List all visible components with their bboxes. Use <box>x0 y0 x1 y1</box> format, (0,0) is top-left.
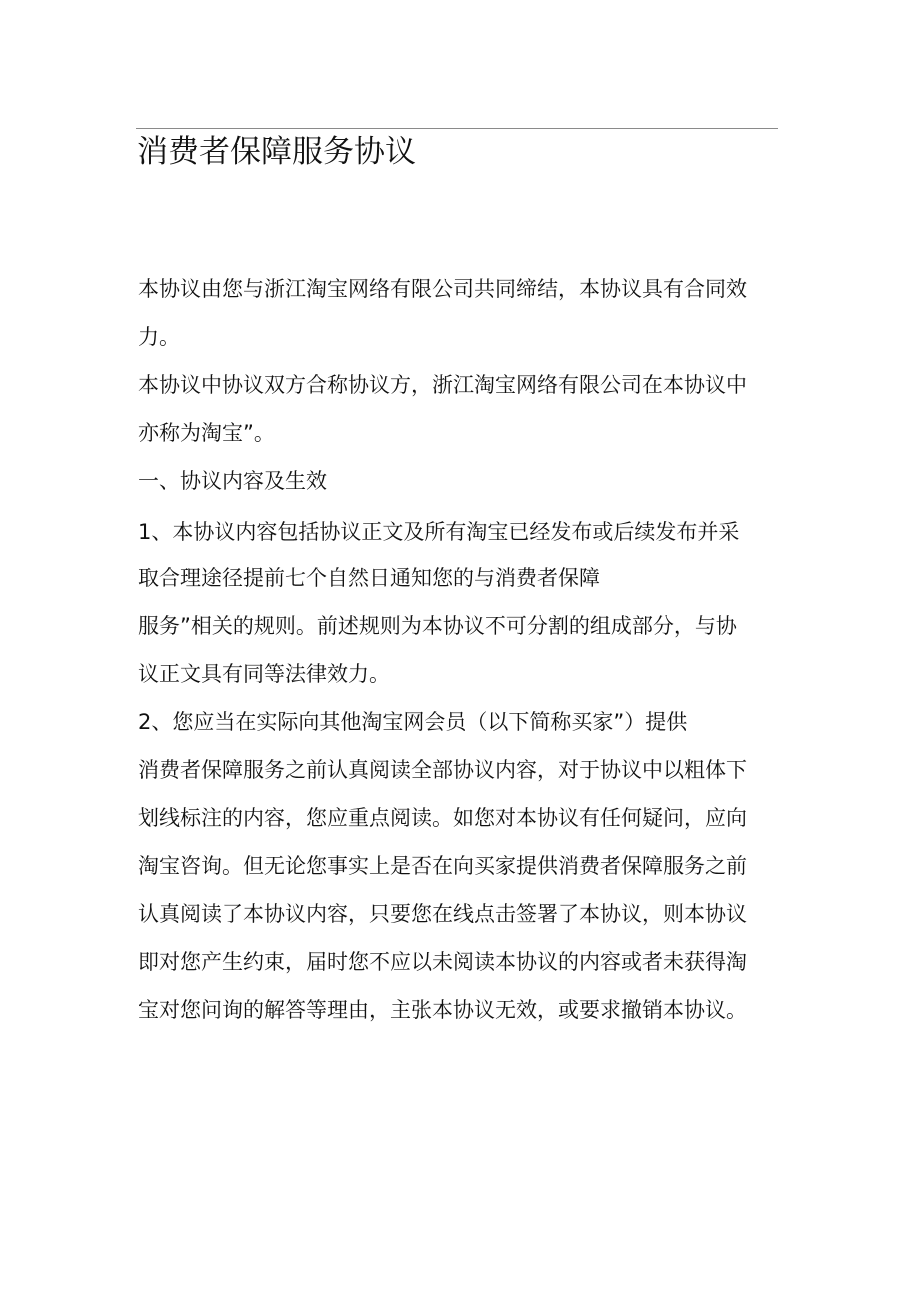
paragraph-line: 议正文具有同等法律效力。 <box>138 662 390 686</box>
paragraph-line: 亦称为淘宝”。 <box>138 421 275 445</box>
paragraph-line: 服务”相关的规则。前述规则为本协议不可分割的组成部分，与协 <box>138 614 737 638</box>
header-rule <box>136 128 778 129</box>
paragraph-line: 1、本协议内容包括协议正文及所有淘宝已经发布或后续发布并采 <box>138 520 740 544</box>
document-title: 消费者保障服务协议 <box>137 134 416 170</box>
paragraph-line: 划线标注的内容，您应重点阅读。如您对本协议有任何疑问，应向 <box>138 806 747 830</box>
paragraph-line: 消费者保障服务之前认真阅读全部协议内容，对于协议中以粗体下 <box>138 758 747 782</box>
paragraph-line: 认真阅读了本协议内容，只要您在线点击签署了本协议，则本协议 <box>138 902 747 926</box>
paragraph-line: 宝对您问询的解答等理由，主张本协议无效，或要求撤销本协议。 <box>138 998 747 1022</box>
paragraph-line: 力。 <box>138 325 180 349</box>
paragraph-line: 淘宝咨询。但无论您事实上是否在向买家提供消费者保障服务之前 <box>138 854 747 878</box>
paragraph-line: 本协议由您与浙江淘宝网络有限公司共同缔结，本协议具有合同效 <box>138 277 747 301</box>
paragraph-line: 本协议中协议双方合称协议方，浙江淘宝网络有限公司在本协议中 <box>138 373 747 397</box>
paragraph-line: 即对您产生约束，届时您不应以未阅读本协议的内容或者未获得淘 <box>138 950 747 974</box>
section-heading: 一、协议内容及生效 <box>138 469 327 493</box>
paragraph-line: 取合理途径提前七个自然日通知您的与消费者保障 <box>138 566 600 590</box>
paragraph-line: 2、您应当在实际向其他淘宝网会员（以下简称买家”）提供 <box>138 710 688 734</box>
